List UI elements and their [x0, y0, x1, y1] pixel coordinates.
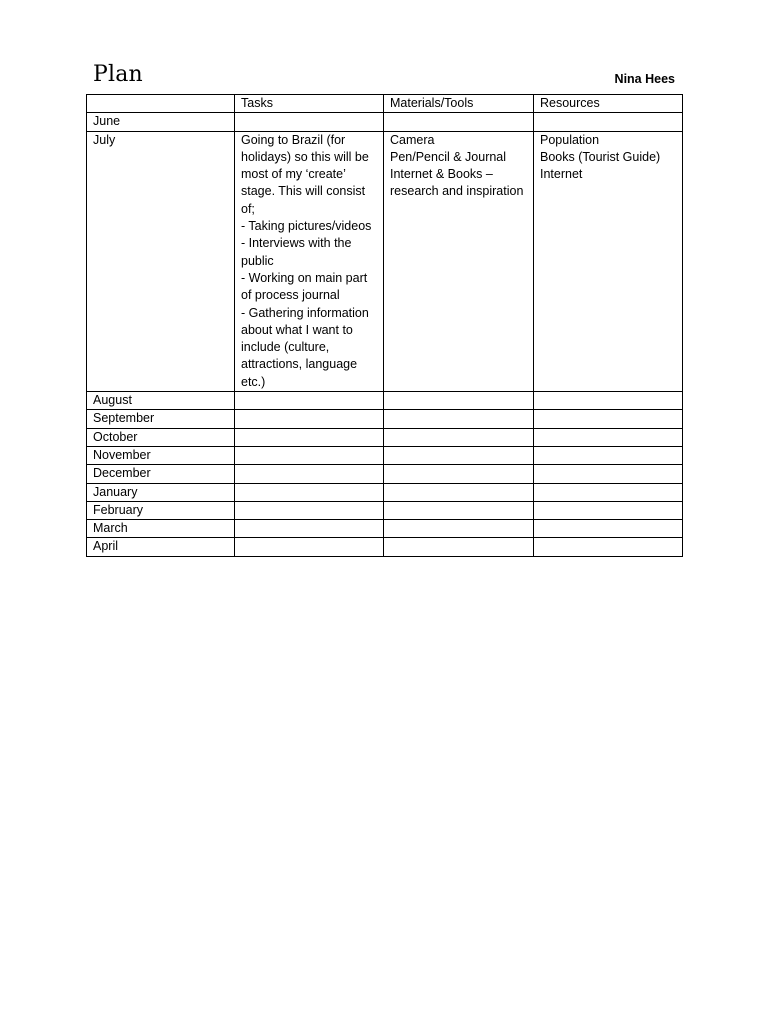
month-cell: December: [87, 465, 235, 483]
month-cell: August: [87, 392, 235, 410]
tasks-cell: [235, 538, 384, 556]
resources-cell: [534, 131, 683, 391]
materials-cell: [384, 113, 534, 131]
materials-cell: [384, 410, 534, 428]
month-cell: June: [87, 113, 235, 131]
tasks-cell: [235, 465, 384, 483]
table-row-november: [87, 446, 683, 464]
materials-cell: [384, 392, 534, 410]
resources-cell: [534, 392, 683, 410]
header-month: [87, 95, 235, 113]
materials-cell: [384, 538, 534, 556]
materials-cell: [384, 520, 534, 538]
tasks-cell: [235, 410, 384, 428]
tasks-cell: Going to Brazil (for holidays) so this will be most of my ‘create’ stage. This will consist of; - Taking pictures/videos - Interviews with the public - Working on main part of process journal - Gathering information about what I want to include (culture, attractions, language etc.): [235, 131, 384, 391]
resources-line: Internet: [540, 167, 583, 182]
table-row-july: [87, 131, 683, 391]
table-row-january: [87, 483, 683, 501]
tasks-cell: [235, 428, 384, 446]
month-cell: July: [87, 131, 235, 391]
author-name: Nina Hees: [614, 72, 675, 86]
tasks-cell: [235, 501, 384, 519]
resources-line: Books (Tourist Guide): [540, 149, 661, 164]
resources-cell: [534, 520, 683, 538]
table-row-march: [87, 520, 683, 538]
table-row-june: [87, 113, 683, 131]
tasks-cell: [235, 520, 384, 538]
header-materials: Materials/Tools: [384, 95, 534, 113]
month-cell: September: [87, 410, 235, 428]
header-resources: Resources: [534, 95, 683, 113]
header-tasks: Tasks: [235, 95, 384, 113]
tasks-cell: [235, 392, 384, 410]
month-cell: January: [87, 483, 235, 501]
table-header-row: [87, 95, 683, 113]
month-cell: November: [87, 446, 235, 464]
materials-cell: [384, 483, 534, 501]
tasks-cell: [235, 113, 384, 131]
resources-cell: [534, 113, 683, 131]
tasks-cell: [235, 446, 384, 464]
resources-cell: [534, 538, 683, 556]
materials-line: Camera: [390, 132, 435, 147]
materials-line: Internet & Books – research and inspiration: [390, 167, 524, 199]
table-row-october: [87, 428, 683, 446]
materials-cell: [384, 446, 534, 464]
materials-cell: [384, 131, 534, 391]
resources-cell: [534, 501, 683, 519]
resources-cell: [534, 483, 683, 501]
month-cell: April: [87, 538, 235, 556]
tasks-cell: [235, 483, 384, 501]
resources-line: Population: [540, 132, 600, 147]
month-cell: February: [87, 501, 235, 519]
materials-line: Pen/Pencil & Journal: [390, 149, 507, 164]
table-row-december: [87, 465, 683, 483]
table-row-september: [87, 410, 683, 428]
resources-cell: [534, 410, 683, 428]
resources-cell: [534, 428, 683, 446]
month-cell: March: [87, 520, 235, 538]
materials-cell: [384, 501, 534, 519]
plan-table: [86, 94, 683, 557]
resources-cell: [534, 446, 683, 464]
materials-cell: [384, 428, 534, 446]
table-row-april: [87, 538, 683, 556]
table-row-february: [87, 501, 683, 519]
table-row-august: [87, 392, 683, 410]
materials-cell: [384, 465, 534, 483]
page-title: Plan: [93, 62, 143, 87]
month-cell: October: [87, 428, 235, 446]
resources-cell: [534, 465, 683, 483]
